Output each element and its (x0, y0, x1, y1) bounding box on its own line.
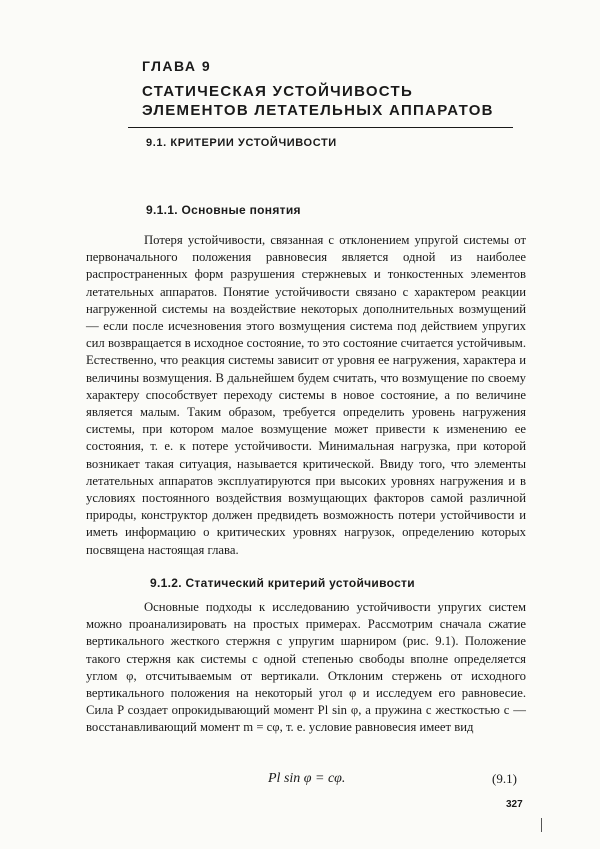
section-heading: 9.1. КРИТЕРИИ УСТОЙЧИВОСТИ (146, 137, 337, 149)
equation-formula: Pl sin φ = cφ. (268, 771, 346, 786)
scan-edge-mark (541, 818, 542, 832)
equation-number: (9.1) (492, 771, 517, 786)
subsection-heading-static-criterion: 9.1.2. Статический критерий устойчивости (150, 576, 415, 590)
title-rule (128, 127, 513, 128)
paragraph-static-criterion: Основные подходы к исследованию устойчивости упругих систем можно проанализировать на простых примерах. Рассмотрим сначала сжатие вертикального жесткого стержня с упругим шарниром (рис. 9.1). Положение такого стержня как системы с одной степенью свободы вполне определяется углом φ, отсчитываемым от вертикали. Отклоним стержень от исходного вертикального положения на некоторый угол φ и исследуем его равновесие. Сила P создает опрокидывающий момент Pl sin φ, а пружина с жесткостью c — восстанавливающий момент m = cφ, т. е. условие равновесия имеет вид (86, 600, 526, 735)
chapter-label: ГЛАВА 9 (142, 58, 212, 74)
subsection-heading-basic-concepts: 9.1.1. Основные понятия (146, 203, 301, 217)
paragraph-basic-concepts: Потеря устойчивости, связанная с отклонением упругой системы от первоначального положения равновесия является одной из наиболее распространенных форм разрушения стержневых и тонкостенных элементов летательных аппаратов. Понятие устойчивости связано с характером реакции нагруженной системы на воздействие некоторых дополнительных возмущений — если после исчезновения этого возмущения система под действием упругих сил возвращается в исходное состояние, то это состояние считается устойчивым. Естественно, что реакция системы зависит от уровня ее нагружения, характера и величины возмущения. В дальнейшем будем считать, что возмущение по своему характеру способствует переходу системы в новое состояние, а по величине является малым. Таким образом, требуется определить уровень нагружения системы, при котором малое возмущение может привести к изменению ее состояния, т. е. к потере устойчивости. Минимальная нагрузка, при которой возникает такая ситуация, называется критической. Ввиду того, что элементы летательных аппаратов эксплуатируются при высоких уровнях нагружения и в условиях постоянного воздействия возмущающих факторов самой различной природы, конструктор должен предвидеть возможность потери устойчивости и иметь информацию о критических уровнях нагрузок, определению которых посвящена настоящая глава. (86, 233, 526, 557)
page-number: 327 (506, 799, 523, 810)
chapter-title: СТАТИЧЕСКАЯ УСТОЙЧИВОСТЬ ЭЛЕМЕНТОВ ЛЕТАТЕЛЬНЫХ АППАРАТОВ (142, 83, 494, 119)
